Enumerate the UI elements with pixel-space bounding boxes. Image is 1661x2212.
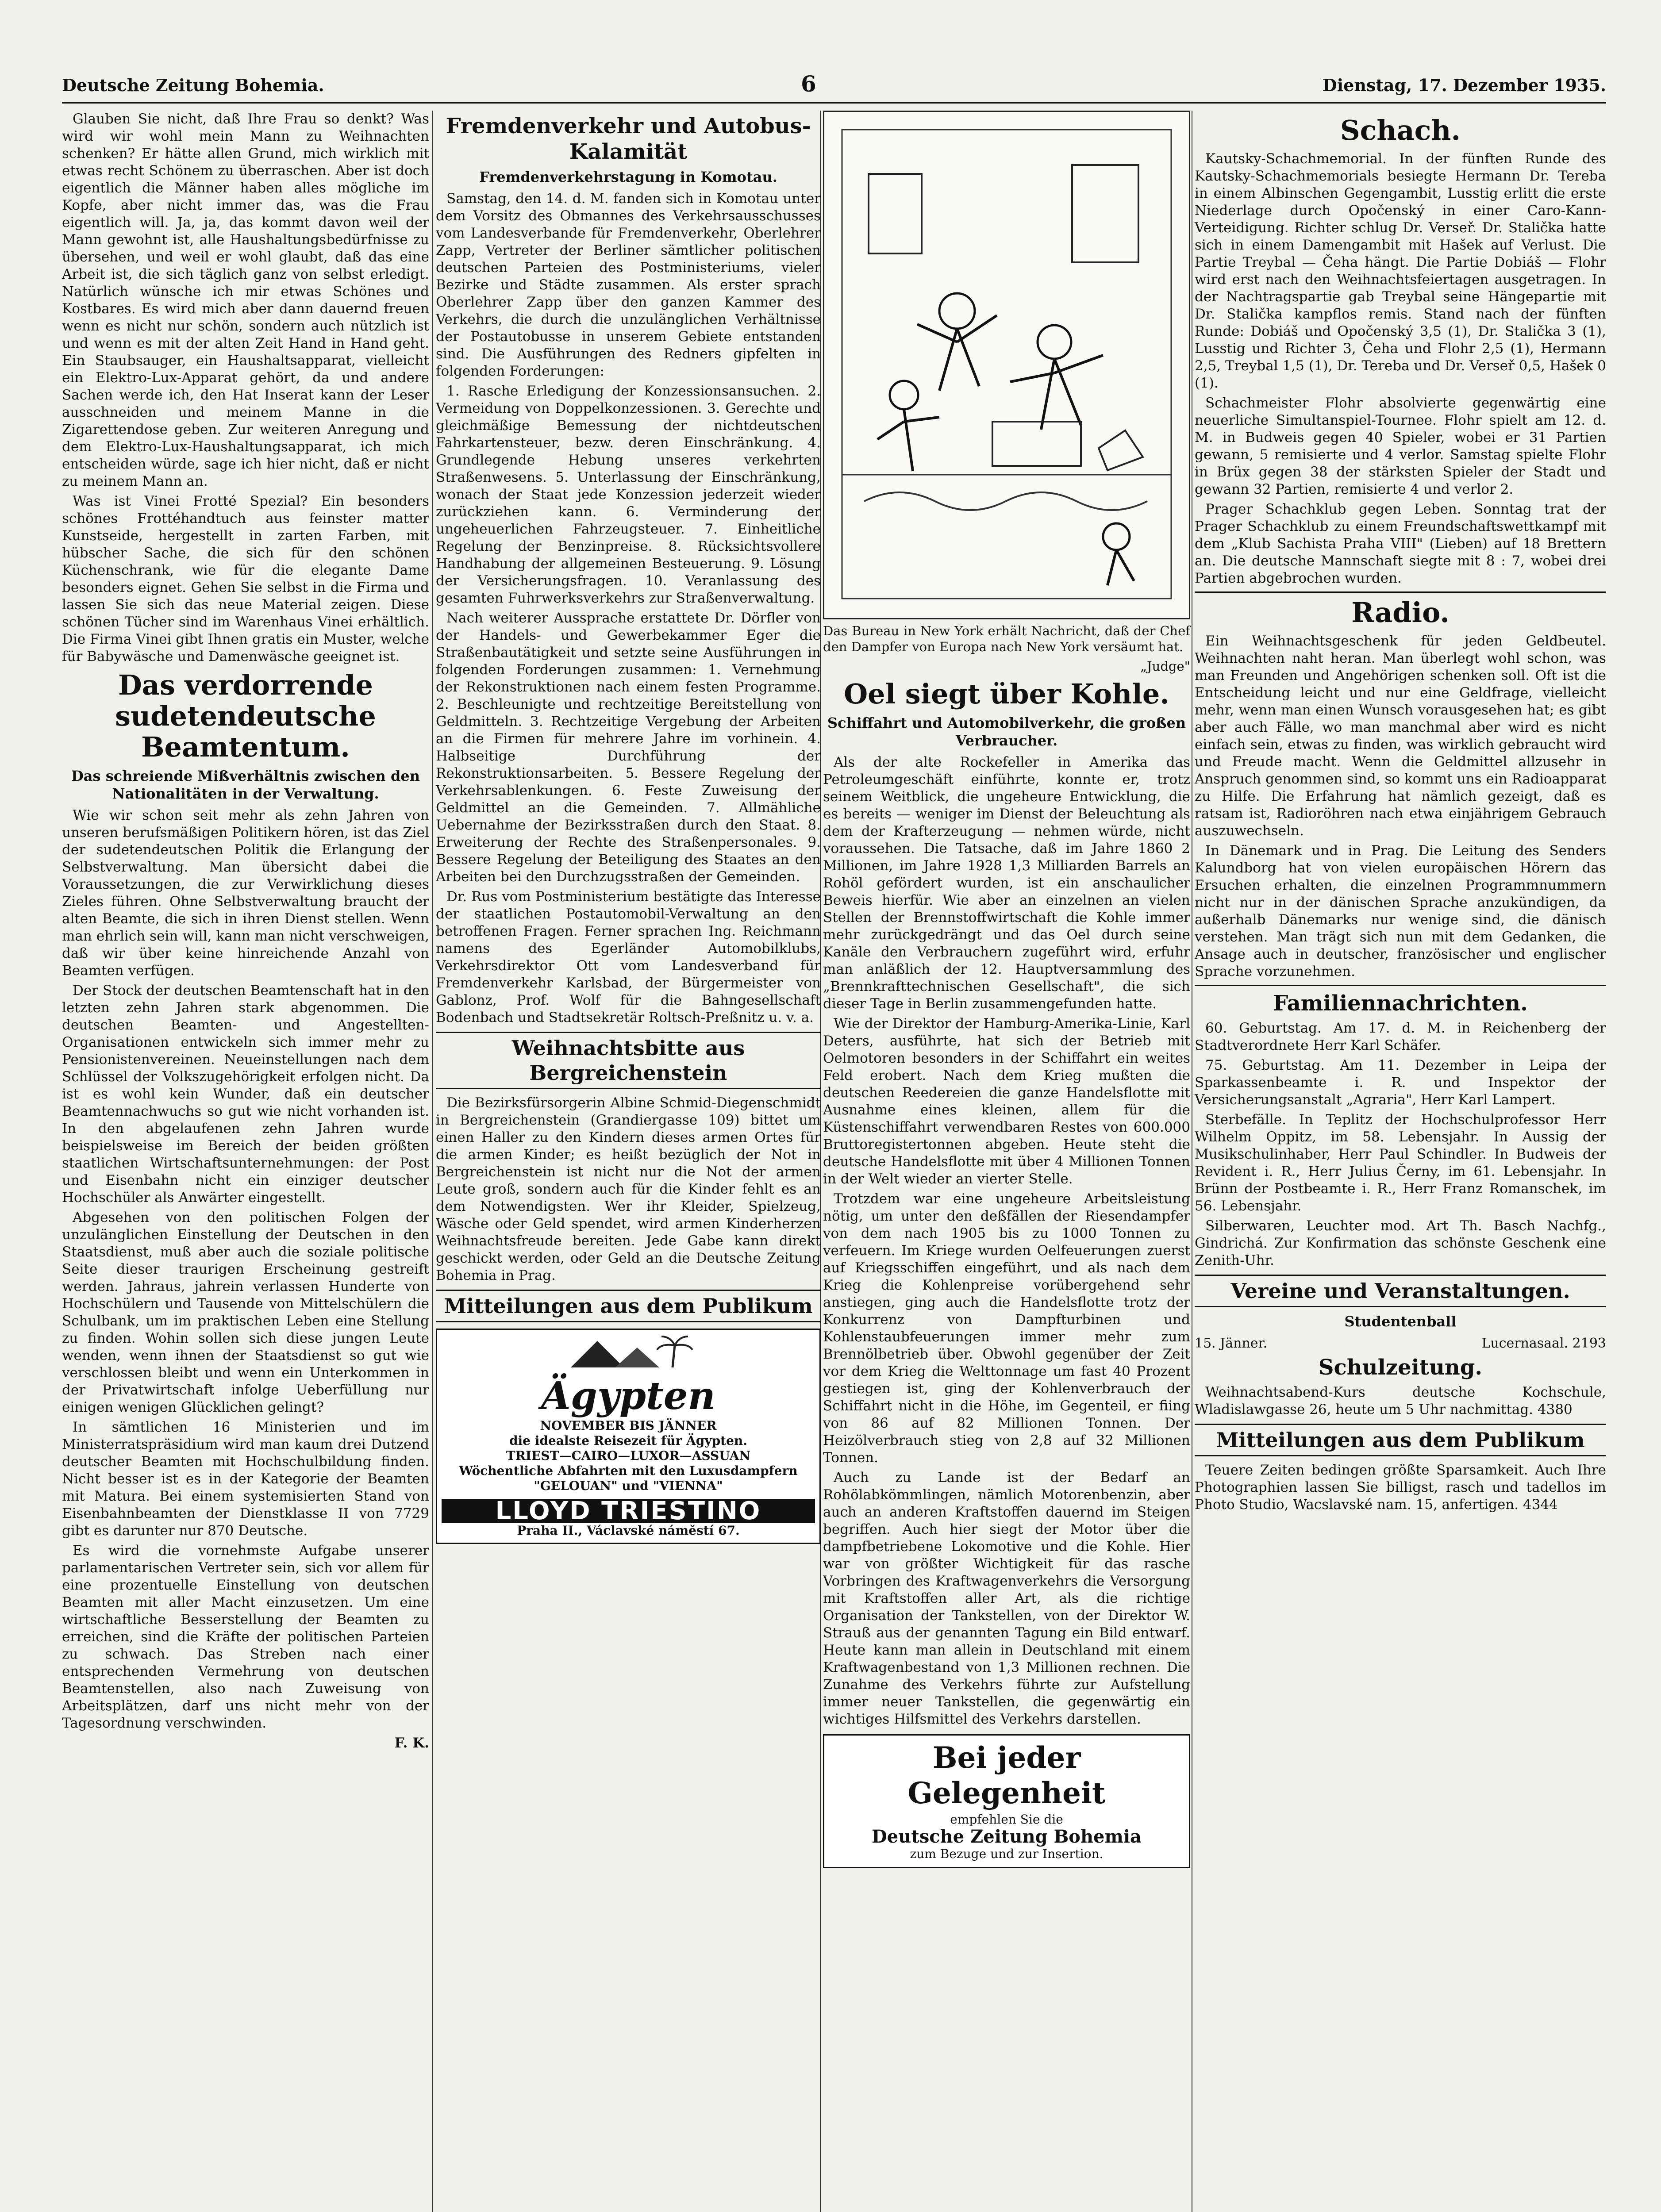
article-paragraph: Wie wir schon seit mehr als zehn Jahren von unseren berufsmäßigen Politikern hören, ist das Ziel der sudetendeutschen Politik die Erlangung der Selbstverwaltung. Man übersicht dabei die Voraussetzungen, die zur Verwirklichung dieses Zieles führen. Ohne Selbstverwaltung braucht der alten Beamte, die sich in ihren Dienst stellen. Wenn man ehrlich sein will, kann man nicht verschweigen, daß wir über keine hinreichende Anzahl von Beamten verfügen. [62, 807, 429, 979]
headline-oel: Oel siegt über Kohle. [844, 678, 1169, 710]
ad-bohemia [823, 1734, 1190, 1868]
article-paragraph: Abgesehen von den politischen Folgen der unzulänglichen Einstellung der Deutschen in den Staatsdienst, muß aber auch die soziale politische Seite dieser traurigen Erscheinung gestreift werden. Jahraus, jahrein verlassen Hunderte von Hochschülern und Tausende von Mittelschülern die Schulbank, um im praktischen Leben eine Stellung zu finden. Wohin sollen sich diese jungen Leute wenden, wenn ihnen der Staatsdienst so gut wie verschlossen bleibt und wenn ein Unterkommen in der Privatwirtschaft infolge Ueberfüllung nur einigen wenigen Glücklichen gelingt? [62, 1210, 429, 1415]
column-rule [432, 111, 433, 2212]
ad-brand: LLOYD TRIESTINO [442, 1499, 815, 1523]
column-4 [1195, 111, 1606, 1516]
cartoon-caption: Das Bureau in New York erhält Nachricht, daß der Chef den Dampfer von Europa nach New York versäumt hat. [823, 623, 1190, 654]
cartoon-credit: „Judge" [1140, 659, 1190, 674]
divider [1195, 985, 1606, 986]
ad-line: Wöchentliche Abfahrten mit den Luxusdampfern [459, 1463, 798, 1478]
article-paragraph: Der Stock der deutschen Beamtenschaft hat in den letzten zehn Jahren stark abgenommen. Die deutschen Beamten- und Angestellten-Organisationen entwickeln sich immer mehr zu Pensionistenvereinen. Neueinstellungen nach dem Schlüssel der Volkszugehörigkeit erfolgen nicht. Da ist es wohl kein Wunder, daß ein deutscher Beamtennachwuchs so gut wie nicht vorhanden ist. In den abgelaufenen zehn Jahren wurde beispielsweise im Bereich der beiden größten staatlichen Wirtschaftsunternehmungen: der Post und Eisenbahn nicht ein einziger deutscher Hochschüler als Anwärter eingestellt. [62, 983, 429, 1206]
article-paragraph: Auch zu Lande ist der Bedarf an Rohölabkömmlingen, nämlich Motorenbenzin, aber auch an anderen Kraftstoffen dauernd im Steigen begriffen. Auch hier siegt der Motor über die dampfbetriebene Lokomotive und die Kohle. Hier war von größter Wichtigkeit für das rasche Vorbringen des Kraftwagenverkehrs die Versorgung mit Kraftstoffen aller Art, als die richtige Organisation der Tankstellen, von der Direktor W. Strauß aus der genannten Tagung ein Bild entwarf. Heute kann man allein in Deutschland mit einem Kraftwagenbestand von 1,3 Millionen rechnen. Die Zunahme des Verkehrs führte zur Aufstellung immer neuer Tankstellen, die gegenwärtig ein wichtiges Hilfsmittel des Verkehrs darstellen. [823, 1470, 1190, 1727]
subhead-studentenball: Studentenball [1344, 1313, 1457, 1330]
article-paragraph: Prager Schachklub gegen Leben. Sonntag trat der Prager Schachklub zu einem Freundschaftswettkampf mit dem „Klub Sachista Praha VIII" (Lieben) auf 18 Brettern an. Die deutsche Mannschaft siegte mit 8 : 7, wobei drei Partien abgebrochen wurden. [1195, 501, 1606, 586]
divider [1195, 591, 1606, 593]
article-paragraph: Kautsky-Schachmemorial. In der fünften Runde des Kautsky-Schachmemorials besiegte Hermann Dr. Tereba in einem Albinschen Gegengambit, Lusstig erlitt die erste Niederlage durch Opočenský in einer Caro-Kann-Verteidigung. Richter schlug Dr. Verseř. Dr. Stalička hatte sich in einem Damengambit mit Hašek auf Verlust. Die Partie Treybal — Čeha hängt. Die Partie Dobiáš — Flohr wird erst nach den Weihnachtsfeiertagen ausgetragen. In der Nachtragspartie gab Treybal seine Hängepartie mit Dr. Stalička kampflos remis. Stand nach der fünften Runde: Dobiáš und Opočenský 3,5 (1), Dr. Stalička 3 (1), Lusstig und Richter 3, Čeha und Flohr 2,5 (1), Hermann 2,5, Treybal 1,5 (1), Dr. Tereba und Dr. Verseř 0,5, Hašek 0 (1). [1195, 151, 1606, 391]
ad-line: "GELOUAN" und "VIENNA" [534, 1479, 723, 1493]
subhead-fremdenverkehr: Fremdenverkehrstagung in Komotau. [479, 169, 777, 185]
subhead-oel: Schiffahrt und Automobilverkehr, die großen Verbraucher. [827, 714, 1186, 749]
article-paragraph: Die Bezirksfürsorgerin Albine Schmid-Diegenschmidt in Bergreichenstein (Grandiergasse 109) bittet um einen Haller zu den Kindern dieses armen Ortes für die armen Kinder; es heißt bezüglich der Not in Bergreichenstein ist nicht nur die Not der armen Leute groß, sondern auch für die Kinder fehlt es an dem Notwendigsten. Wer ihr Kleider, Spielzeug, Wäsche oder Geld spendet, wird armen Kinderherzen Weihnachtsfreude bereiten. Jede Gabe kann direkt geschickt werden, oder Geld an die Deutsche Zeitung Bohemia in Prag. [436, 1095, 821, 1283]
headline-beamtentum: Das verdorrende sudetendeutsche Beamtentum. [115, 669, 376, 763]
masthead [62, 71, 1606, 104]
cartoon-drawing [824, 112, 1189, 618]
article-paragraph: Nach weiterer Aussprache erstattete Dr. Dörfler von der Handels- und Gewerbekammer Eger die Straßenbautätigkeit und setzte seine Ausführungen in folgenden Forderungen zusammen: 1. Vernehmung der Rekonstruktionen nach einem festen Programme. 2. Beschleunigte und rechtzeitige Bereitstellung von Geldmitteln. 3. Rechtzeitige Vergebung der Arbeiten an die Firmen für mehrere Jahre im vorhinein. 4. Halbseitige Durchführung der Rekonstruktionsarbeiten. 5. Bessere Regelung der Verkehrsablenkungen. 6. Feste Zuweisung der Geldmittel an die Gemeinden. 7. Allmähliche Uebernahme der Bezirksstraßen durch den Staat. 8. Erweiterung der Rechte des Straßenpersonales. 9. Bessere Regelung der Beteiligung des Staates an den Arbeiten bei den Durchzugsstraßen der Gemeinden. [436, 610, 821, 885]
column-3 [823, 111, 1190, 1874]
headline-radio: Radio. [1351, 596, 1450, 629]
article-paragraph: Wie der Direktor der Hamburg-Amerika-Linie, Karl Deters, ausführte, hat sich der Betrieb mit Oelmotoren besonders in der Schiffahrt ein weites Feld erobert. Nach dem Krieg mußten die deutschen Reedereien die ganze Handelsflotte mit Ausnahme eines kleinen, allem für die Küstenschiffahrt verwendbaren Restes von 600.000 Bruttoregistertonnen abgeben. Heute steht die deutsche Handelsflotte mit über 4 Millionen Tonnen in der Welt wieder an vierter Stelle. [823, 1016, 1190, 1187]
article-paragraph: Dr. Rus vom Postministerium bestätigte das Interesse der staatlichen Postautomobil-Verwaltung an den betroffenen Fragen. Ferner sprachen Ing. Reichmann namens des Egerländer Automobilklubs, Verkehrsdirektor Ott vom Landesverband für Fremdenverkehr Karlsbad, der Bürgermeister von Gablonz, Prof. Wolf für die Bahngesellschaft Bodenbach und Stadtsekretär Roltsch-Preßnitz u. v. a. [436, 889, 821, 1025]
pyramid-palm-icon [562, 1334, 695, 1370]
subhead-beamtentum: Das schreiende Mißverhältnis zwischen den Nationalitäten in der Verwaltung. [71, 768, 420, 802]
headline-weihnachtsbitte: Weihnachtsbitte aus Bergreichenstein [436, 1032, 821, 1089]
article-signature: F. K. [394, 1735, 429, 1751]
ad-line: die idealste Reisezeit für Ägypten. [509, 1433, 748, 1448]
headline-mitteilungen: Mitteilungen aus dem Publikum [1195, 1424, 1606, 1456]
ad-line: empfehlen Sie die [950, 1812, 1063, 1827]
headline-fremdenverkehr: Fremdenverkehr und Autobus-Kalamität [446, 114, 811, 164]
article-paragraph: Als der alte Rockefeller in Amerika das Petroleumgeschäft einführte, konnte er, trotz seinem Weitblick, die ungeheure Entwicklung, die es bereits — weniger im Dienst der Beleuchtung als dem der Krafterzeugung — nehmen würde, nicht voraussehen. Die Tatsache, daß im Jahre 1860 2 Millionen, im Jahre 1928 1,3 Milliarden Barrels an Rohöl gefördert wurden, ist ein anschaulicher Beweis hierfür. Wie aber an einzelnen an vielen Stellen der Brennstoffwirtschaft die Kohle immer mehr zurückgedrängt und das Oel durch seine Kanäle den Verbrauchern zugeführt wird, erfuhr man anläßlich der 12. Hauptversammlung des „Brennkrafttechnischen Gesellschaft", die sich dieser Tage in Berlin zusammengefunden hatte. [823, 754, 1190, 1012]
event-place: Lucernasaal. 2193 [1481, 1336, 1606, 1351]
ad-line: TRIEST—CAIRO—LUXOR—ASSUAN [506, 1448, 751, 1463]
ad-title: Bei jeder Gelegenheit [907, 1740, 1106, 1810]
ad-text: Was ist Vinei Frotté Spezial? Ein besonders schönes Frottéhandtuch aus feinster matter Kunstseide, hergestellt in zarten Farben, mit hübscher Sache, die sich für den schönen Küchenschrank, wie für die elegante Dame besonders eignet. Gehen Sie selbst in die Firma und lassen Sie sich das neue Material zeigen. Diese schönen Tücher sind im Warenhaus Vinei erhältlich. Die Firma Vinei gibt Ihnen gratis ein Muster, welche für Babywäsche und Damenwäsche geeignet ist. [62, 493, 429, 664]
ad-line: NOVEMBER BIS JÄNNER [540, 1418, 717, 1433]
article-paragraph: Trotzdem war eine ungeheure Arbeitsleistung nötig, um unter den deßfällen der Riesendampfer von dem nach 1905 bis zu 1000 Tonnen zu verfeuern. Im Kriege wurden Oelfeuerungen zuerst auf Kriegsschiffen eingeführt, und als nach dem Krieg die Kohlenpreise vorübergehend sehr anstiegen, ging auch die Handelsflotte trotz der Konkurrenz von Dampfturbinen und Kohlenstaubfeuerungen immer mehr zum Brennölbetrieb über. Obwohl gegenüber der Zeit vor dem Krieg die Welttonnage um fast 40 Prozent gestiegen ist, ging der Kohlenverbrauch der Schiffahrt nicht in die Höhe, im Gegenteil, er fiing von 86 auf 82 Millionen Tonnen. Der Heizölverbrauch stieg von 2,8 auf 32 Millionen Tonnen. [823, 1191, 1190, 1466]
headline-vereine: Vereine und Veranstaltungen. [1195, 1275, 1606, 1307]
issue-date: Dienstag, 17. Dezember 1935. [1322, 75, 1606, 95]
article-paragraph: Weihnachtsabend-Kurs deutsche Kochschule, Wladislawgasse 26, heute um 5 Uhr nachmittag. 4380 [1195, 1384, 1606, 1417]
page-number: 6 [801, 71, 816, 97]
article-paragraph: Es wird die vornehmste Aufgabe unserer parlamentarischen Vertreter sein, sich vor allem für eine prozentuelle Einstellung von deutschen Beamten mit aller Macht einzusetzen. Um eine wirtschaftliche Besserstellung der Beamten zu erreichen, sind die Kräfte der politischen Parteien zu schwach. Das Streben nach einer entsprechenden Vermehrung von deutschen Beamtenstellen, also nach Zuweisung von Arbeitsplätzen, darf uns nicht mehr von der Tagesordnung verschwinden. [62, 1543, 429, 1731]
headline-family: Familiennachrichten. [1273, 991, 1528, 1016]
article-paragraph: Schachmeister Flohr absolvierte gegenwärtig eine neuerliche Simultanspiel-Tournee. Flohr spielt am 12. d. M. in Budweis gegen 40 Spieler, wobei er 31 Partien gewann, 5 remisierte und 4 verlor. Samstag spielte Flohr in Brüx gegen 38 der stärksten Spieler der Stadt und gewann 32 Partien, remisierte 4 und verlor 2. [1195, 395, 1606, 497]
event-listing [1195, 1335, 1606, 1352]
event-date: 15. Jänner. [1195, 1336, 1268, 1351]
article-paragraph: In Dänemark und in Prag. Die Leitung des Senders Kalundborg hat von vielen europäischen Hörern das Ersuchen erhalten, die einzelnen Programmnummern nicht nur in der dänischen Sprache anzukündigen, da außerhalb Dänemarks nur wenige sind, die dänisch verstehen. Man trägt sich nun mit dem Gedanken, die Ansage auch in deutscher, französischer und englischer Sprache vorzunehmen. [1195, 843, 1606, 979]
ad-egypt [436, 1329, 821, 1544]
article-paragraph: 75. Geburtstag. Am 11. Dezember in Leipa der Sparkassenbeamte i. R. und Inspektor der Versicherungsanstalt „Agraria", Herr Karl Lampert. [1195, 1057, 1606, 1108]
paper-name: Deutsche Zeitung Bohemia. [62, 75, 324, 95]
headline-schulzeitung: Schulzeitung. [1318, 1355, 1483, 1380]
headline-schach: Schach. [1340, 114, 1461, 146]
ad-text: Glauben Sie nicht, daß Ihre Frau so denkt? Was wird wir wohl mein Mann zu Weihnachten schenken? Er hätte allen Grund, mich wirklich mit etwas recht Schönem zu überraschen. Aber ist doch eigentlich die Männer haben alles mögliche im Kopfe, aber nicht immer das, was die Frau eigentlich will. Ja, ja, das kommt davon weil der Mann gewohnt ist, alle Haushaltungsbedürfnisse zu übersehen, und weil er wohl glaubt, daß das eine Arbeit ist, die sich täglich ganz von selbst erledigt. Natürlich wünsche ich mir etwas Schönes und Kostbares. Es wird mich aber dann dauernd freuen wenn es nicht nur schön, sondern auch nützlich ist und wenn es mit der alten Zeit Hand in Hand geht. Ein Staubsauger, ein Haushaltsapparat, vielleicht ein Elektro-Lux-Apparat gehört, da und andere Sachen werde ich, den Hat Inserat kann der Leser ausschneiden und meinem Manne in die Zigarettendose geben. Zur weiteren Anregung und dem Elektro-Lux-Haushaltungsapparat, ich mich entscheiden würde, sage ich hier nicht, daß er nicht zu meinem Mann an. [62, 111, 429, 489]
article-paragraph: In sämtlichen 16 Ministerien und im Ministerratspräsidium wird man kaum drei Dutzend deutscher Beamten mit Hochschulbildung finden. Nicht besser ist es in der Kategorie der Beamten mit Matura. Bei einem systemisierten Stand von Eisenbahnbeamten der Dienstklasse II von 7729 gibt es darunter nur 870 Deutsche. [62, 1419, 429, 1539]
article-paragraph: Teuere Zeiten bedingen größte Sparsamkeit. Auch Ihre Photographien lassen Sie billigst, rasch und tadellos im Photo Studio, Wacslavské nam. 15, anfertigen. 4344 [1195, 1462, 1606, 1513]
article-paragraph: 60. Geburtstag. Am 17. d. M. in Reichenberg der Stadtverordnete Herr Karl Schäfer. [1195, 1020, 1606, 1053]
column-2 [436, 111, 821, 1550]
article-paragraph: Ein Weihnachtsgeschenk für jeden Geldbeutel. Weihnachten naht heran. Man überlegt wohl schon, was man Freunden und Angehörigen schenken soll. Oft ist die Entscheidung leicht und nur eine Geldfrage, vielleicht mehr, wenn man einen Wunsch vorausgesehen hat; es gibt aber auch Fälle, wo man manchmal aber wird es nicht einfach sein, etwas zu finden, was wirklich gebraucht wird und Freude macht. Wenn die Geldmittel allzusehr in Anspruch genommen sind, so kommt uns ein Radioapparat zu Hilfe. Die Erfahrung hat nämlich gezeigt, daß es ratsam ist, Radioröhren nach etwa einjährigem Gebrauch auszuwechseln. [1195, 633, 1606, 839]
article-paragraph: Silberwaren, Leuchter mod. Art Th. Basch Nachfg., Gindrichá. Zur Konfirmation das schönste Geschenk eine Zenith-Uhr. [1195, 1218, 1606, 1268]
article-paragraph: Samstag, den 14. d. M. fanden sich in Komotau unter dem Vorsitz des Obmannes des Verkehrsausschusses vom Landesverbande für Fremdenverkehr, Oberlehrer Zapp, Vertreter der Berliner sämtlicher politischen deutschen Parteien des Postministeriums, vieler Bezirke und Städte zusammen. Als erster sprach Oberlehrer Zapp über den ganzen Kammer des Verkehrs, die durch die unzulänglichen Verhältnisse der Postautobusse in unserem Gebiete entstanden sind. Die Ausführungen des Redners gipfelten in folgenden Forderungen: [436, 191, 821, 379]
column-1 [62, 111, 429, 1752]
ad-title: Ägypten [541, 1374, 715, 1418]
ad-paper-name: Deutsche Zeitung Bohemia [872, 1826, 1142, 1847]
ad-address: Praha II., Václavské náměstí 67. [517, 1523, 740, 1538]
article-paragraph: 1. Rasche Erledigung der Konzessionsansuchen. 2. Vermeidung von Doppelkonzessionen. 3. Gerechte und gleichmäßige Bemessung der nichtdeutschen Fahrkartensteuer, bezw. deren Einschränkung. 4. Grundlegende Hebung unseres verkehrten Straßenwesens. 5. Unterlassung der Einschränkung, wonach der Staat jede Konzession jederzeit wieder zurückziehen kann. 6. Verminderung der ungeheuerlichen Fahrzeugsteuer. 7. Einheitliche Regelung der Benzinpreise. 8. Rücksichtsvollere Handhabung der allgemeinen Besteuerung. 9. Lösung der Versicherungsfragen. 10. Veranlassung des gesamten Fuhrwerksverkehrs zur Straßenverwaltung. [436, 383, 821, 606]
article-paragraph: Sterbefälle. In Teplitz der Hochschulprofessor Herr Wilhelm Oppitz, im 58. Lebensjahr. In Aussig der Musikschulinhaber, Herr Paul Schindler. In Budweis der Revident i. R., Herr Julius Černy, im 61. Lebensjahr. In Brünn der Postbeamte i. R., Herr Franz Romanschek, im 56. Lebensjahr. [1195, 1112, 1606, 1214]
cartoon-image [823, 111, 1190, 619]
ad-section-label: Mitteilungen aus dem Publikum [436, 1290, 821, 1322]
ad-line: zum Bezuge und zur Insertion. [910, 1847, 1103, 1861]
